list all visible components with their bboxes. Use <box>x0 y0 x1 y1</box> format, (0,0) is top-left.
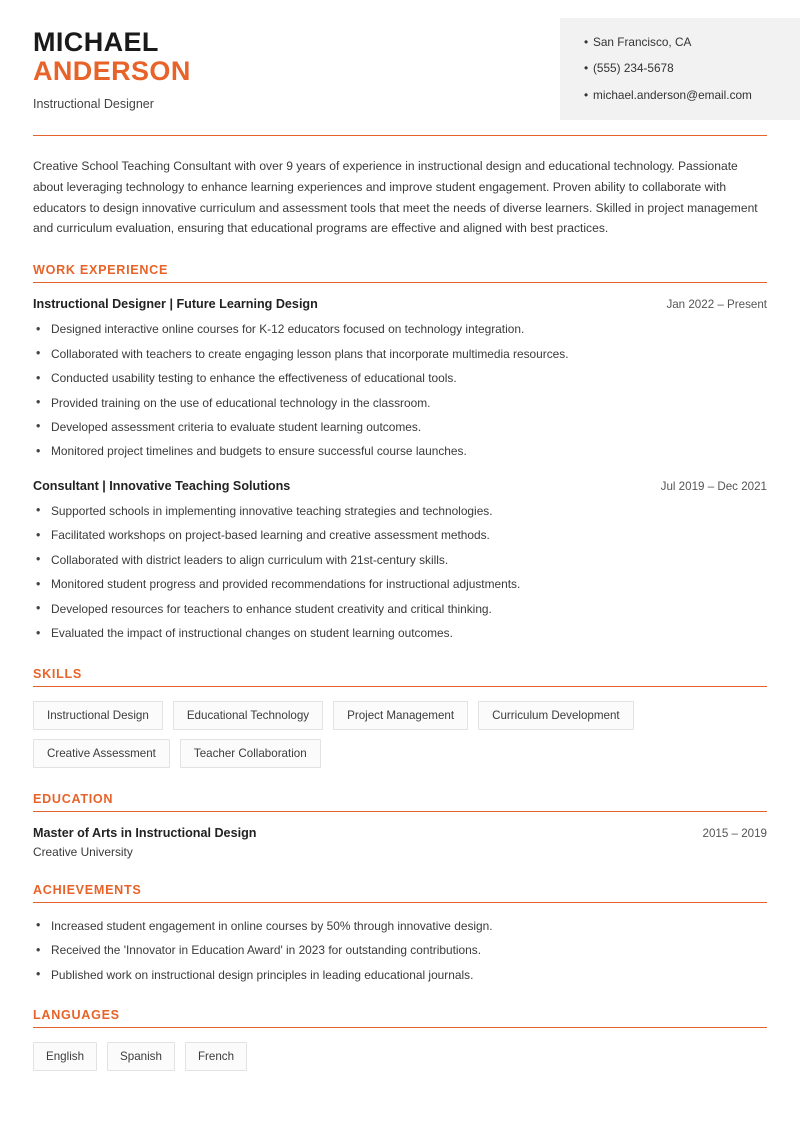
work-entry-date: Jul 2019 – Dec 2021 <box>660 479 767 493</box>
section-languages <box>33 1008 767 1071</box>
header-divider <box>33 135 767 136</box>
education-degree: Master of Arts in Instructional Design <box>33 825 257 840</box>
list-item: • Provided training on the use of educational technology in the classroom. <box>33 394 767 412</box>
list-item: • Monitored project timelines and budgets to ensure successful course launches. <box>33 442 767 460</box>
work-entry-title: Instructional Designer | Future Learning Design <box>33 297 318 312</box>
section-achievements <box>33 883 767 984</box>
language-tag: Spanish <box>107 1042 175 1071</box>
education-entry-head <box>33 826 767 840</box>
languages-tag-list <box>33 1042 767 1071</box>
skill-tag: Instructional Design <box>33 701 163 730</box>
work-entry <box>33 297 767 461</box>
section-divider <box>33 282 767 283</box>
work-entry-date: Jan 2022 – Present <box>666 298 767 312</box>
last-name: ANDERSON <box>33 56 191 87</box>
work-entry-bullets <box>33 320 767 461</box>
list-item: • Monitored student progress and provided recommendations for instructional adjustments. <box>33 575 767 593</box>
education-date: 2015 – 2019 <box>702 826 767 840</box>
list-item: • Collaborated with teachers to create engaging lesson plans that incorporate multimedia resources. <box>33 345 767 363</box>
section-title-achievements: ACHIEVEMENTS <box>33 882 142 897</box>
work-entry-title: Consultant | Innovative Teaching Solutions <box>33 478 291 493</box>
list-item: • Published work on instructional design principles in leading educational journals. <box>33 966 767 984</box>
language-tag: French <box>185 1042 247 1071</box>
section-education <box>33 792 767 859</box>
skill-tag: Project Management <box>333 701 468 730</box>
section-title-education: EDUCATION <box>33 791 114 806</box>
job-title: Instructional Designer <box>33 97 154 112</box>
list-item: • Facilitated workshops on project-based learning and creative assessment methods. <box>33 526 767 544</box>
skill-tag: Creative Assessment <box>33 739 170 768</box>
list-item: • Collaborated with district leaders to align curriculum with 21st-century skills. <box>33 551 767 569</box>
list-item: • Conducted usability testing to enhance the effectiveness of educational tools. <box>33 369 767 387</box>
list-item: • Designed interactive online courses for K-12 educators focused on technology integration. <box>33 320 767 338</box>
education-school: Creative University <box>33 844 133 859</box>
bullet-icon: • <box>584 35 589 49</box>
list-item: • Increased student engagement in online courses by 50% through innovative design. <box>33 917 767 935</box>
bullet-icon: • <box>584 87 589 102</box>
language-tag: English <box>33 1042 97 1071</box>
resume-header <box>0 0 800 120</box>
bottom-spacer <box>33 1071 767 1117</box>
section-divider <box>33 811 767 812</box>
contact-phone-text: (555) 234-5678 <box>593 61 674 76</box>
professional-summary: Creative School Teaching Consultant with over 9 years of experience in instructional design and educational technology. Passionate about leveraging technology to enhance learning experiences and improve student engagement. Proven ability to collaborate with educators to design innovative curriculum and assessment tools that meet the needs of diverse learners. Skilled in project management and curriculum evaluation, ensuring that educational programs are effective and aligned with best practices. <box>33 158 758 236</box>
education-entry <box>33 826 767 859</box>
resume-body <box>0 156 800 1117</box>
section-work-experience <box>33 263 767 642</box>
skill-tag: Teacher Collaboration <box>180 739 321 768</box>
achievements-list <box>33 917 767 984</box>
skills-tag-list <box>33 701 767 768</box>
list-item: • Supported schools in implementing innovative teaching strategies and technologies. <box>33 502 767 520</box>
first-name: MICHAEL <box>33 27 159 57</box>
work-entry-head <box>33 297 767 311</box>
work-entry-bullets <box>33 502 767 643</box>
section-title-languages: LANGUAGES <box>33 1007 120 1022</box>
list-item: • Received the 'Innovator in Education Award' in 2023 for outstanding contributions. <box>33 941 767 959</box>
contact-email-text: michael.anderson@email.com <box>593 87 752 102</box>
section-divider <box>33 686 767 687</box>
list-item: • Developed resources for teachers to enhance student creativity and critical thinking. <box>33 600 767 618</box>
skill-tag: Curriculum Development <box>478 701 634 730</box>
contact-panel <box>560 18 800 120</box>
list-item: • Evaluated the impact of instructional changes on student learning outcomes. <box>33 624 767 642</box>
section-skills <box>33 667 767 768</box>
skill-tag: Educational Technology <box>173 701 323 730</box>
work-entry <box>33 479 767 643</box>
header-identity <box>0 18 560 120</box>
contact-location <box>584 35 782 50</box>
work-entry-head <box>33 479 767 493</box>
section-title-work-experience: WORK EXPERIENCE <box>33 263 169 278</box>
list-item: • Developed assessment criteria to evaluate student learning outcomes. <box>33 418 767 436</box>
section-divider <box>33 902 767 903</box>
contact-phone <box>584 61 782 76</box>
section-divider <box>33 1027 767 1028</box>
section-title-skills: SKILLS <box>33 666 82 681</box>
contact-location-text: San Francisco, CA <box>593 35 692 49</box>
bullet-icon: • <box>584 61 589 76</box>
contact-email[interactable] <box>584 88 782 103</box>
